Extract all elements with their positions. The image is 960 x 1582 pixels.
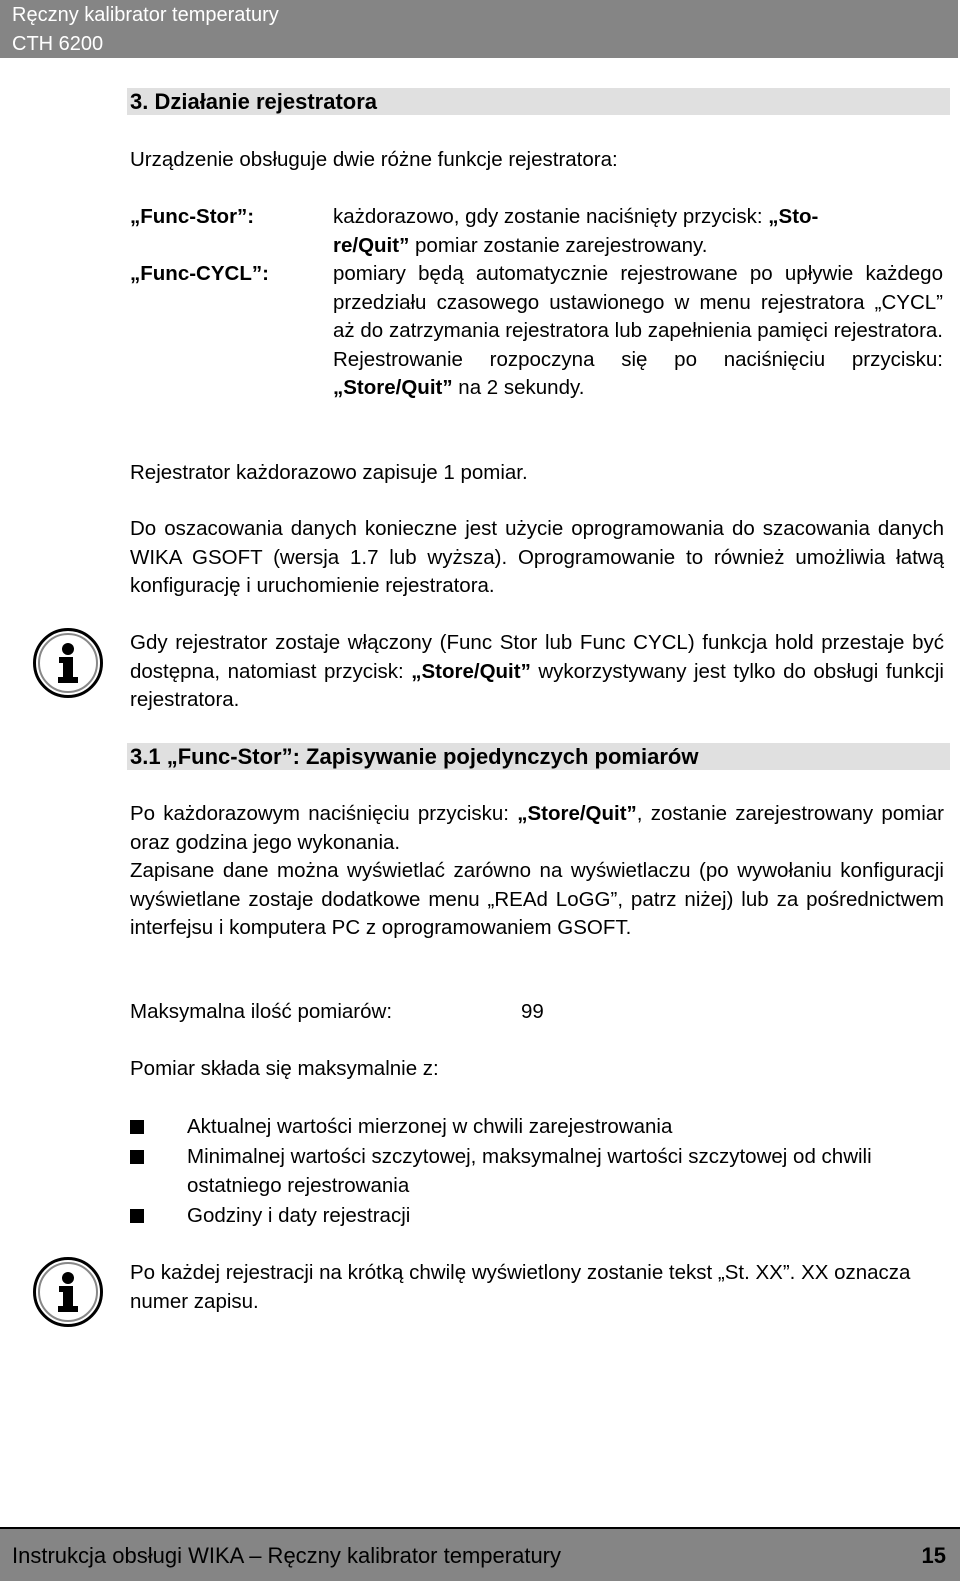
info-icon bbox=[33, 628, 103, 698]
bullet-square-icon bbox=[130, 1150, 144, 1164]
page-header bbox=[0, 0, 958, 58]
page-footer bbox=[0, 1527, 960, 1581]
func-cycl-description: pomiary będą automatycznie rejestrowane po upływie każdego przedziału czasowego ustawionego w menu rejestratora „CYCL” aż do zatrzymania rejestratora lub zapełnienia pamięci rejestratora. Rejestrowanie rozpoczyna się po naciśnięciu przycisku: „Store/Quit” na 2 sekundy. bbox=[333, 262, 943, 399]
list-item: Aktualnej wartości mierzonej w chwili zarejestrowania bbox=[187, 1115, 673, 1138]
max-measurements-label: Maksymalna ilość pomiarów: bbox=[130, 1000, 393, 1023]
bullet-square-icon bbox=[130, 1209, 144, 1223]
one-measurement-text: Rejestrator każdorazowo zapisuje 1 pomiar. bbox=[130, 461, 528, 484]
header-model: CTH 6200 bbox=[12, 33, 104, 55]
max-measurements-value: 99 bbox=[521, 1000, 544, 1023]
info-icon bbox=[33, 1257, 103, 1327]
list-item: Godziny i daty rejestracji bbox=[187, 1204, 411, 1227]
intro-text: Urządzenie obsługuje dwie różne funkcje rejestratora: bbox=[130, 148, 618, 171]
bullet-square-icon bbox=[130, 1120, 144, 1134]
list-item: Minimalnej wartości szczytowej, maksymalnej wartości szczytowej od chwili ostatniego rejestrowania bbox=[187, 1145, 872, 1197]
header-title: Ręczny kalibrator temperatury bbox=[12, 4, 279, 26]
composition-intro: Pomiar składa się maksymalnie z: bbox=[130, 1057, 439, 1080]
func-cycl-label: „Func-CYCL”: bbox=[130, 262, 269, 285]
gsoft-paragraph: Do oszacowania danych konieczne jest użycie oprogramowania do szacowania danych WIKA GSOFT (wersja 1.7 lub wyższa). Oprogramowanie to również umożliwia łatwą konfigurację i uruchomienie rejestratora. bbox=[130, 517, 944, 597]
footer-title: Instrukcja obsługi WIKA – Ręczny kalibrator temperatury bbox=[12, 1543, 562, 1568]
saved-data-paragraph: Zapisane dane można wyświetlać zarówno na wyświetlaczu (po wywołaniu konfiguracji wyświetlane zostaje dodatkowe menu „REAd LoGG”, patrz niżej) lub za pośrednictwem interfejsu i komputera PC z oprogramowaniem GSOFT. bbox=[130, 859, 944, 939]
page-number: 15 bbox=[921, 1543, 946, 1568]
store-paragraph: Po każdorazowym naciśnięciu przycisku: „Store/Quit”, zostanie zarejestrowany pomiar oraz godzina jego wykonania. bbox=[130, 802, 944, 854]
func-stor-description: każdorazowo, gdy zostanie naciśnięty przycisk: „Sto- re/Quit” pomiar zostanie zarejestrowany. bbox=[333, 205, 819, 257]
note-record-display: Po każdej rejestracji na krótką chwilę wyświetlony zostanie tekst „St. XX”. XX oznacza numer zapisu. bbox=[130, 1261, 911, 1313]
section-3-heading: 3. Działanie rejestratora bbox=[127, 88, 950, 115]
section-3-1-heading: 3.1 „Func-Stor”: Zapisywanie pojedynczych pomiarów bbox=[127, 743, 950, 770]
note-hold-function: Gdy rejestrator zostaje włączony (Func Stor lub Func CYCL) funkcja hold przestaje być dostępna, natomiast przycisk: „Store/Quit” wykorzystywany jest tylko do obsługi funkcji rejestratora. bbox=[130, 631, 944, 711]
func-stor-label: „Func-Stor”: bbox=[130, 205, 255, 228]
